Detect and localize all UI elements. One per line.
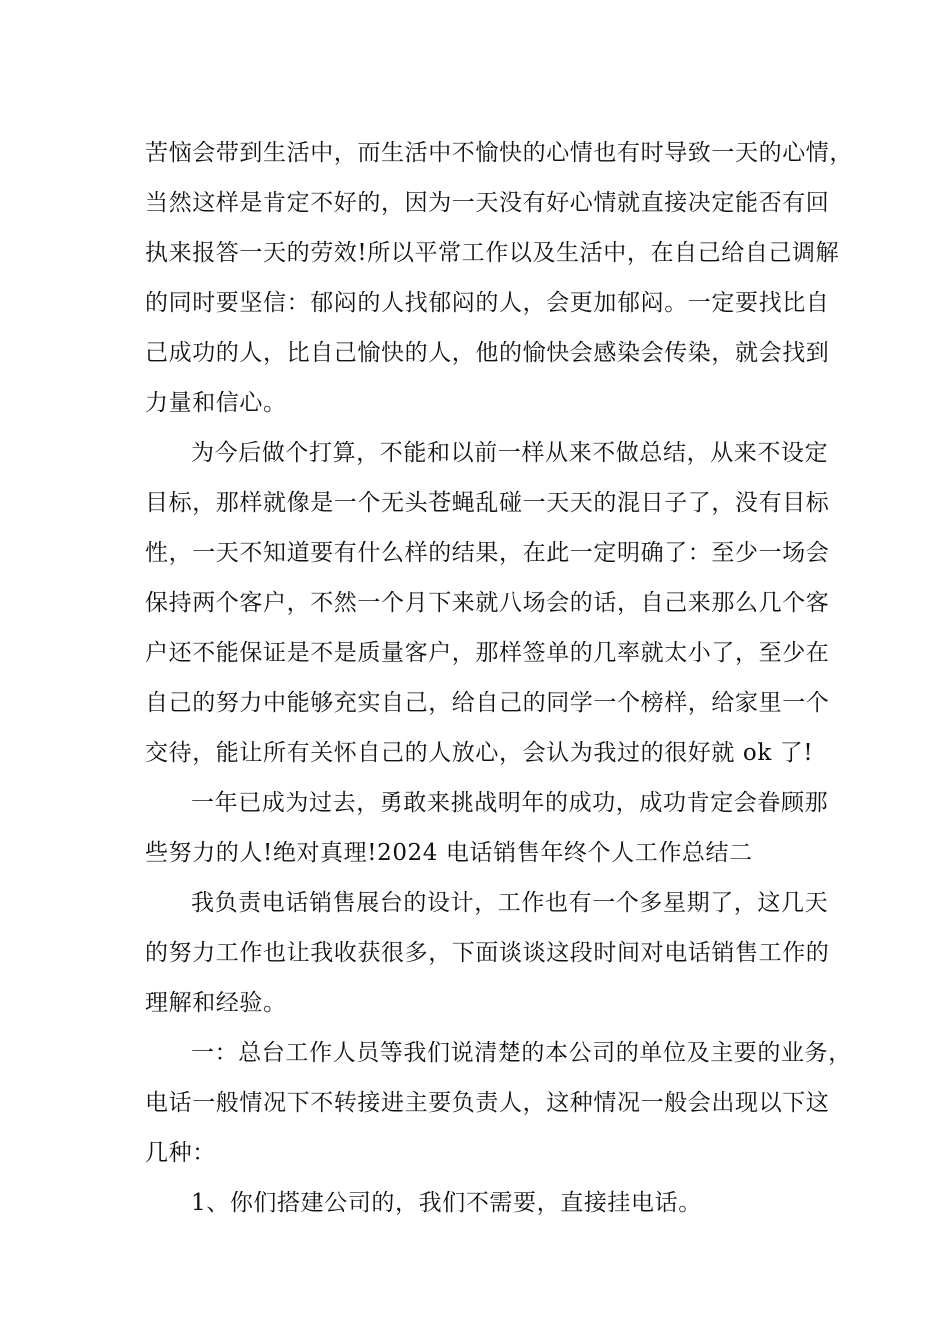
text-line: 户还不能保证是不是质量客户，那样签单的几率就太小了，至少在 [145, 640, 830, 666]
text-line: 我负责电话销售展台的设计，工作也有一个多星期了，这几天 [191, 890, 829, 916]
text-line: 当然这样是肯定不好的，因为一天没有好心情就直接决定能否有回 [145, 190, 830, 216]
text-line: 目标，那样就像是一个无头苍蝇乱碰一天天的混日子了，没有目标 [145, 490, 830, 516]
text-line: 一：总台工作人员等我们说清楚的本公司的单位及主要的业务， [191, 1040, 852, 1066]
text-line: 力量和信心。 [145, 390, 287, 416]
text-line: 己成功的人，比自己愉快的人，他的愉快会感染会传染，就会找到 [145, 340, 830, 366]
text-line: 交待，能让所有关怀自己的人放心，会认为我过的很好就 ok 了! [145, 740, 814, 766]
text-line: 执来报答一天的劳效!所以平常工作以及生活中，在自己给自己调解 [145, 240, 840, 266]
text-line: 保持两个客户，不然一个月下来就八场会的话，自己来那么几个客 [145, 590, 830, 616]
text-line: 电话一般情况下不转接进主要负责人，这种情况一般会出现以下这 [145, 1090, 830, 1116]
text-line: 1、你们搭建公司的，我们不需要，直接挂电话。 [191, 1190, 702, 1216]
paragraph [145, 128, 853, 428]
text-line: 苦恼会带到生活中，而生活中不愉快的心情也有时导致一天的心情， [145, 140, 853, 166]
text-line: 为今后做个打算，不能和以前一样从来不做总结，从来不设定 [191, 440, 829, 466]
paragraph [145, 878, 830, 1028]
text-line: 的同时要坚信：郁闷的人找郁闷的人，会更加郁闷。一定要找比自 [145, 290, 830, 316]
text-line: 一年已成为过去，勇敢来挑战明年的成功，成功肯定会眷顾那 [191, 790, 829, 816]
text-line: 自己的努力中能够充实自己，给自己的同学一个榜样，给家里一个 [145, 690, 830, 716]
paragraph [145, 1028, 852, 1178]
text-line: 些努力的人!绝对真理!2024 电话销售年终个人工作总结二 [145, 840, 753, 866]
text-line: 的努力工作也让我收获很多，下面谈谈这段时间对电话销售工作的 [145, 940, 830, 966]
paragraph [145, 778, 829, 878]
document-body [145, 128, 853, 1228]
paragraph [145, 428, 830, 778]
text-line: 性，一天不知道要有什么样的结果，在此一定明确了：至少一场会 [145, 540, 830, 566]
text-line: 理解和经验。 [145, 990, 287, 1016]
text-line: 几种： [145, 1140, 216, 1166]
paragraph [145, 1178, 815, 1228]
